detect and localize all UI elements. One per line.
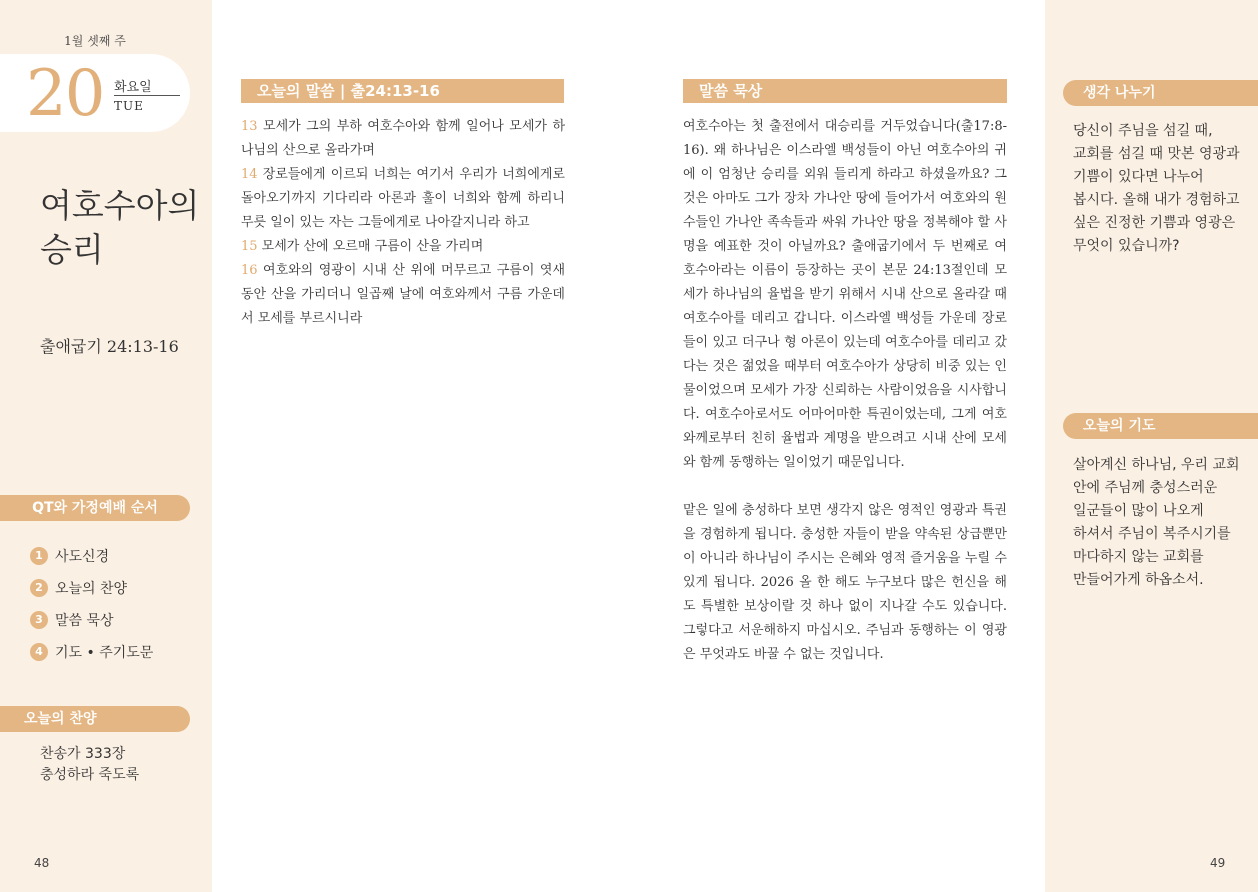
page-number-left: 48 [34,856,50,870]
verse-text: 모세가 그의 부하 여호수아와 함께 일어나 모세가 하나님의 산으로 올라가며 [241,119,565,158]
order-item [30,636,153,668]
verse-number: 14 [241,167,258,182]
scripture-reference: 출애굽기 24:13-16 [40,337,179,356]
order-number-badge: 1 [30,547,48,565]
hymn-title: 오늘의 찬양 [0,706,190,732]
meditation-heading: 말씀 묵상 [683,79,1007,103]
meditation-paragraph: 맡은 일에 충성하다 보면 생각지 않은 영적인 영광과 특권을 경험하게 됩니다. 충성한 자들이 받을 약속된 상급뿐만이 아니라 하나님이 주시는 은혜와 영적 즐거움을 누릴 수 있게 됩니다. 2026 올 한 해도 누구보다 많은 헌신을 해도 특별한 보상이랄 것 하나 없이 지나갈 수도 있습니다. 그렇다고 서운해하지 마십시오. 주님과 동행하는 이 영광은 무엇과도 바꿀 수 없는 것입니다. [683,503,1007,662]
day-english: TUE [114,99,144,113]
meditation-paragraph: 여호수아는 첫 출전에서 대승리를 거두었습니다(출17:8-16). 왜 하나님은 이스라엘 백성들이 아닌 여호수아의 귀에 이 엄청난 승리를 외워 들리게 하라고 하셨을까요? 그것은 아마도 그가 장차 가나안 땅에 들어가서 여호와의 원수들인 가나안 족속들과 싸워 가나안 땅을 정복해야 할 사명을 예표한 것이 아닐까요? 출애굽기에서 두 번째로 여호수아라는 이름이 등장하는 곳이 본문 24:13절인데 모세가 하나님의 율법을 받기 위해서 시내 산으로 올라갈 때 여호수아를 데리고 갑니다. 이스라엘 백성들 가운데 장로들이 있고 더구나 형 아론이 있는데 여호수아를 데리고 갔다는 것은 젊었을 때부터 여호수아가 상당히 비중 있는 인물이었으며 모세가 가장 신뢰하는 사람이었음을 시사합니다. 여호수아로서도 어마어마한 특권이었는데, 그게 여호와께로부터 친히 율법과 계명을 받으려고 시내 산에 모세와 함께 동행하는 일이었기 때문입니다. [683,119,1007,470]
hymn-number: 찬송가 333장 [40,746,126,762]
date-divider [114,95,180,96]
verse-number: 16 [241,263,258,278]
order-item-label: 기도 • 주기도문 [55,645,154,661]
verse-text: 여호와의 영광이 시내 산 위에 머무르고 구름이 엿새 동안 산을 가리더니 일곱째 날에 여호와께서 구름 가운데서 모세를 부르시니라 [241,263,565,326]
day-korean: 화요일 [114,80,152,95]
page-number-right: 49 [1210,856,1226,870]
hymn-info [40,744,139,786]
word-heading: 오늘의 말씀 | 출24:13-16 [241,79,564,103]
prayer-text: 살아계신 하나님, 우리 교회 안에 주님께 충성스러운 일군들이 많이 나오게 하셔서 주님이 복주시기를 마다하지 않는 교회를 만들어가게 하옵소서. [1073,457,1240,588]
day-number: 20 [26,57,104,131]
order-item-label: 말씀 묵상 [55,613,114,629]
verse-number: 13 [241,119,258,134]
order-item-label: 오늘의 찬양 [55,581,128,597]
meditation-text [683,115,1007,691]
verse-text: 장로들에게 이르되 너희는 여기서 우리가 너희에게로 돌아오기까지 기다리라 아론과 훌이 너희와 함께 하리니 무릇 일이 있는 자는 그들에게로 나아갈지니라 하고 [241,167,565,230]
verse-number: 15 [241,239,258,254]
order-item [30,540,153,572]
order-item [30,572,153,604]
order-item-label: 사도신경 [55,549,110,565]
scripture-text [241,115,565,331]
hymn-name: 충성하라 죽도록 [40,767,140,783]
week-label: 1월 셋째 주 [64,34,126,48]
verse-text: 모세가 산에 오르매 구름이 산을 가리며 [257,239,484,254]
prayer-title: 오늘의 기도 [1063,413,1258,439]
page-title: 여호수아의 승리 [40,186,200,269]
order-item [30,604,153,636]
order-number-badge: 4 [30,643,48,661]
share-text: 당신이 주님을 섬길 때, 교회를 섬길 때 맛본 영광과 기쁨이 있다면 나누어 봅시다. 올해 내가 경험하고 싶은 진정한 기쁨과 영광은 무엇이 있습니까? [1073,123,1240,254]
order-number-badge: 3 [30,611,48,629]
order-title: QT와 가정예배 순서 [0,495,190,521]
order-number-badge: 2 [30,579,48,597]
order-list [30,540,153,668]
share-title: 생각 나누기 [1063,80,1258,106]
